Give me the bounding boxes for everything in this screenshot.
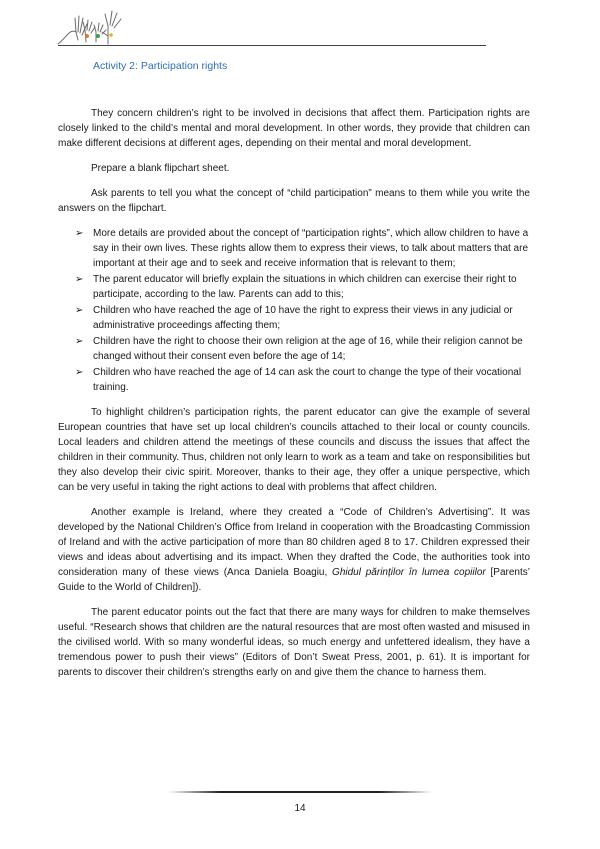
list-item: ➢ Children who have reached the age of 10 have the right to express their views in any judicial or administrative proceedings affecting them;	[75, 305, 513, 331]
header-rule	[58, 45, 486, 46]
paragraph-useful-children: The parent educator points out the fact that there are many ways for children to make themselves useful. “Research shows that children are the natural resources that are most often wasted and misused in the civilised world. With so many wonderful ideas, so much energy and unfettered idealism, they have a tremendous power to push their views” (Editors of Don’t Sweat Press, 2001, p. 61). It is important for parents to discover their children’s strengths early on and give them the chance to harness them.	[58, 607, 530, 678]
arrow-bullet-icon: ➢	[75, 228, 84, 239]
paragraph-ireland-example: Another example is Ireland, where they created a “Code of Children’s Advertising”. It was developed by the National Children’s Office from Ireland in cooperation with the Broadcasting Commission of Ireland and with the active participation of more than 80 children aged 8 to 17. Children expressed their views and ideas about advertising and its impact. When they drafted the Code, the authorities took into consideration many of these views (Anca Daniela Boagiu, Ghidul părinților în lumea copiilor [Parents’ Guide to the World of Children]).	[58, 507, 530, 593]
hands-logo-icon	[56, 8, 130, 48]
paragraph-ask-parents: Ask parents to tell you what the concept of “child participation” means to them while you write the answers on the flipchart.	[58, 188, 530, 214]
paragraph-european-councils: To highlight children’s participation rights, the parent educator can give the example of several European countries that have set up local children’s councils attached to their local or county councils. Local leaders and children attend the meetings of these councils and discuss the issues that affect the children in their community. Thus, children not only learn to work as a team and take on responsibilities but they also develop their civic spirit. Moreover, thanks to their age, they offer a unique perspective, which can be very useful in taking the right actions to deal with problems that affect children.	[58, 407, 530, 493]
page-body	[58, 106, 530, 690]
list-item: ➢ Children who have reached the age of 14 can ask the court to change the type of their vocational training.	[75, 367, 522, 393]
arrow-bullet-icon: ➢	[75, 274, 84, 285]
arrow-bullet-icon: ➢	[75, 367, 84, 378]
list-item: ➢ The parent educator will briefly explain the situations in which children can exercise their right to participate, according to the law. Parents can add to this;	[75, 274, 517, 300]
bullet-list	[58, 226, 530, 395]
arrow-bullet-icon: ➢	[75, 305, 84, 316]
book-title: Ghidul părinților în lumea copiilor	[332, 567, 486, 578]
arrow-bullet-icon: ➢	[75, 336, 84, 347]
list-item: ➢ Children have the right to choose their own religion at the age of 16, while their religion cannot be changed without their consent even before the age of 14;	[75, 336, 523, 362]
paragraph-intro: They concern children’s right to be involved in decisions that affect them. Participation rights are closely linked to the child’s mental and moral development. In other words, they provide that children can make different decisions at different ages, depending on their mental and moral development.	[58, 108, 530, 149]
footer-rule	[168, 791, 432, 793]
paragraph-prepare: Prepare a blank flipchart sheet.	[91, 163, 230, 174]
section-title: Activity 2: Participation rights	[93, 60, 228, 72]
page-number: 14	[294, 803, 306, 814]
list-item: ➢ More details are provided about the concept of “participation rights”, which allow children to have a say in their own lives. These rights allow them to express their views, to talk about matters that are important at their age and to seek and receive information that is relevant to them;	[75, 228, 529, 269]
